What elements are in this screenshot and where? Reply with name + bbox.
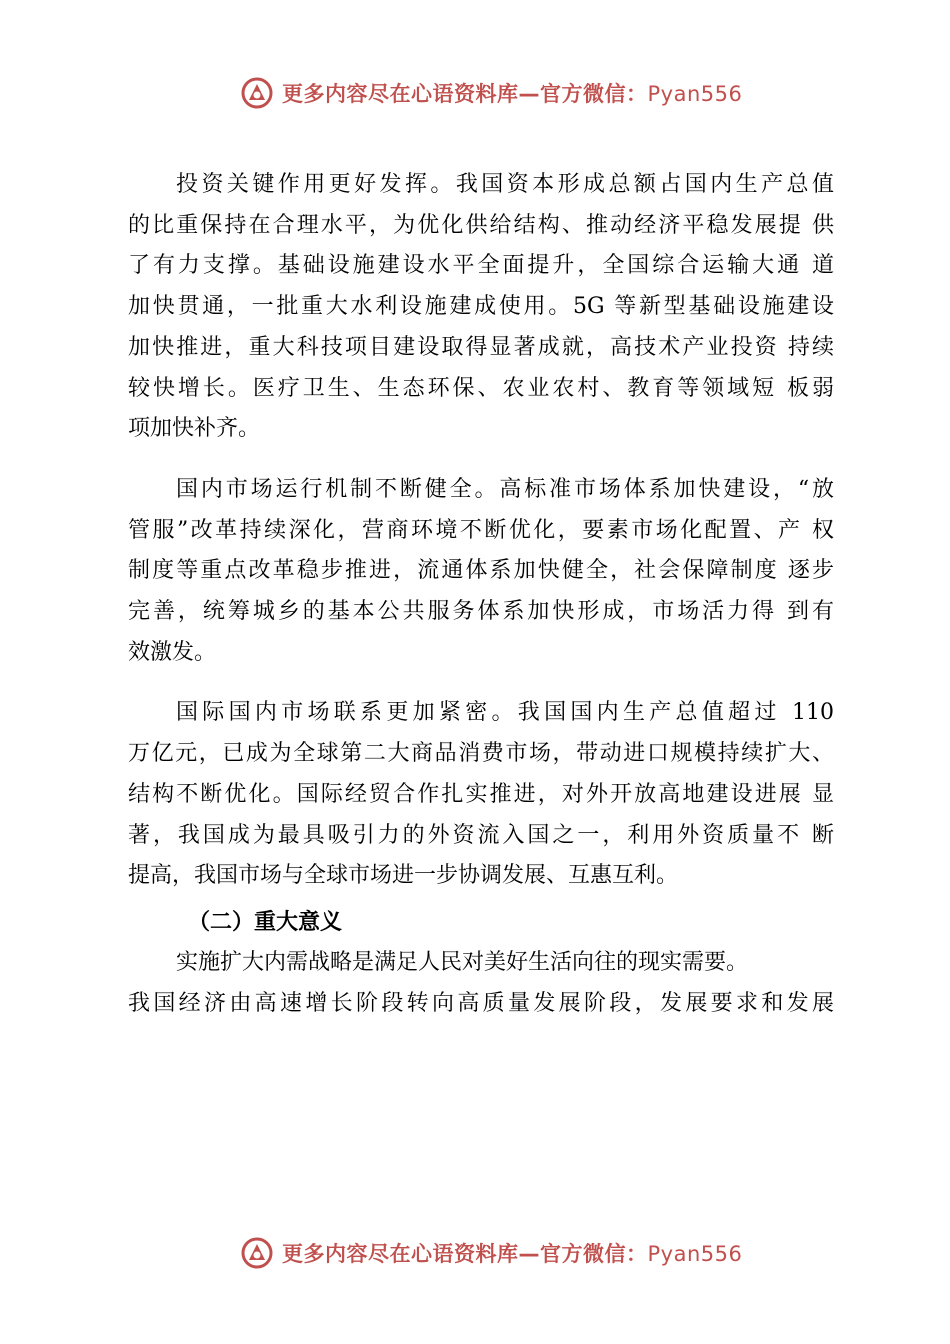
banner-text-cn: 更多内容尽在心语资料库—官方微信： [282,1242,648,1266]
paragraph-line: 投资关键作用更好发挥。我国资本形成总额占国内生产总值 [176,172,834,197]
banner-text [282,78,742,108]
paragraph-significance [128,943,834,1024]
paragraph-investment [128,165,834,450]
paragraph-line: 项加快补齐。 [128,416,261,442]
paragraph-line: 完善，统筹城乡的基本公共服务体系加快形成，市场活力得 到有 [128,599,834,625]
paragraph-line: 结构不断优化。国际经贸合作扎实推进，对外开放高地建设进展 显 [128,781,834,807]
paragraph-line: 万亿元，已成为全球第二大商品消费市场，带动进口规模持续扩大、 [128,741,834,767]
paragraph-line: 加快贯通，一批重大水利设施建成使用。5G 等新型基础设施建设 [128,294,834,320]
header-banner [240,73,760,113]
paragraph-line: 国内市场运行机制不断健全。高标准市场体系加快建设，“放 [176,476,834,502]
logo-icon [240,76,274,110]
section-heading: （二）重大意义 [188,909,343,935]
paragraph-line: 提高，我国市场与全球市场进一步协调发展、互惠互利。 [128,863,679,889]
paragraph-line: 的比重保持在合理水平，为优化供给结构、推动经济平稳发展提 供 [128,212,834,238]
banner-text-cn: 更多内容尽在心语资料库—官方微信： [282,82,648,106]
paragraph-market-mechanism [128,470,834,674]
paragraph-line: 效激发。 [128,639,217,665]
paragraph-line: 实施扩大内需战略是满足人民对美好生活向往的现实需要。 [176,949,749,975]
paragraph-international-market [128,693,834,897]
paragraph-line: 了有力支撑。基础设施建设水平全面提升，全国综合运输大通 道 [128,253,834,279]
banner-wechat-id: Pyan556 [647,82,743,106]
footer-banner [240,1233,760,1273]
paragraph-line: 较快增长。医疗卫生、生态环保、农业农村、教育等领域短 板弱 [128,375,834,401]
document-body [128,165,834,1044]
banner-wechat-id: Pyan556 [647,1242,743,1266]
paragraph-line: 国际国内市场联系更加紧密。我国国内生产总值超过 110 [176,700,834,726]
paragraph-line: 加快推进，重大科技项目建设取得显著成就，高技术产业投资 持续 [128,334,834,360]
banner-text [282,1238,742,1268]
paragraph-line: 我国经济由高速增长阶段转向高质量发展阶段，发展要求和发展 [128,990,834,1016]
logo-icon [240,1236,274,1270]
paragraph-line: 管服”改革持续深化，营商环境不断优化，要素市场化配置、产 权 [128,517,834,543]
paragraph-line: 著，我国成为最具吸引力的外资流入国之一，利用外资质量不 断 [128,822,834,848]
paragraph-line: 制度等重点改革稳步推进，流通体系加快健全，社会保障制度 逐步 [128,558,834,584]
